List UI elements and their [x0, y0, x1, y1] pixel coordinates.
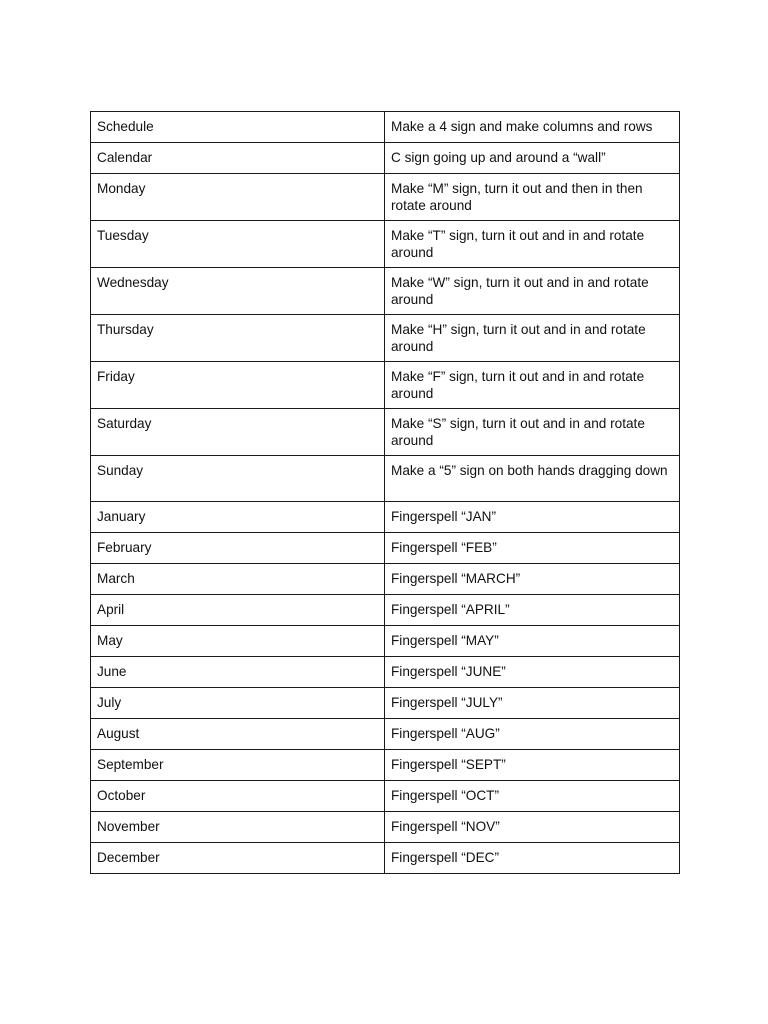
description-cell: Make “F” sign, turn it out and in and rotate around — [385, 362, 680, 409]
word-cell: October — [91, 781, 385, 812]
description-cell: Make “H” sign, turn it out and in and rotate around — [385, 315, 680, 362]
description-cell: Fingerspell “JAN” — [385, 502, 680, 533]
description-cell: Make “M” sign, turn it out and then in then rotate around — [385, 174, 680, 221]
description-cell: Fingerspell “SEPT” — [385, 750, 680, 781]
table-body — [91, 112, 680, 874]
table-row — [91, 315, 680, 362]
description-cell: Make “W” sign, turn it out and in and rotate around — [385, 268, 680, 315]
word-cell: August — [91, 719, 385, 750]
word-cell: November — [91, 812, 385, 843]
word-cell: Calendar — [91, 143, 385, 174]
word-cell: Saturday — [91, 409, 385, 456]
word-cell: April — [91, 595, 385, 626]
description-cell: Fingerspell “FEB” — [385, 533, 680, 564]
table-row — [91, 781, 680, 812]
word-cell: June — [91, 657, 385, 688]
description-cell: Fingerspell “AUG” — [385, 719, 680, 750]
sign-language-table — [90, 111, 680, 874]
description-cell: Fingerspell “JULY” — [385, 688, 680, 719]
description-cell: Fingerspell “JUNE” — [385, 657, 680, 688]
table-row — [91, 812, 680, 843]
description-cell: Fingerspell “MARCH” — [385, 564, 680, 595]
word-cell: March — [91, 564, 385, 595]
table-row — [91, 502, 680, 533]
word-cell: Wednesday — [91, 268, 385, 315]
table-row — [91, 409, 680, 456]
table-row — [91, 564, 680, 595]
description-cell: Fingerspell “OCT” — [385, 781, 680, 812]
table-row — [91, 626, 680, 657]
description-cell: Fingerspell “APRIL” — [385, 595, 680, 626]
word-cell: Thursday — [91, 315, 385, 362]
word-cell: July — [91, 688, 385, 719]
table-row — [91, 268, 680, 315]
word-cell: September — [91, 750, 385, 781]
word-cell: January — [91, 502, 385, 533]
table-row — [91, 657, 680, 688]
table-row — [91, 174, 680, 221]
table-row — [91, 112, 680, 143]
word-cell: Sunday — [91, 456, 385, 502]
word-cell: December — [91, 843, 385, 874]
description-cell: Make a “5” sign on both hands dragging down — [385, 456, 680, 502]
description-cell: Make “S” sign, turn it out and in and rotate around — [385, 409, 680, 456]
word-cell: Schedule — [91, 112, 385, 143]
table-row — [91, 688, 680, 719]
description-cell: Fingerspell “MAY” — [385, 626, 680, 657]
word-cell: Tuesday — [91, 221, 385, 268]
description-cell: C sign going up and around a “wall” — [385, 143, 680, 174]
table-row — [91, 362, 680, 409]
description-cell: Make “T” sign, turn it out and in and rotate around — [385, 221, 680, 268]
description-cell: Fingerspell “DEC” — [385, 843, 680, 874]
table-row — [91, 719, 680, 750]
table-row — [91, 143, 680, 174]
word-cell: February — [91, 533, 385, 564]
word-cell: Monday — [91, 174, 385, 221]
word-cell: Friday — [91, 362, 385, 409]
table-row — [91, 533, 680, 564]
table-row — [91, 843, 680, 874]
description-cell: Make a 4 sign and make columns and rows — [385, 112, 680, 143]
description-cell: Fingerspell “NOV” — [385, 812, 680, 843]
table-row — [91, 750, 680, 781]
word-cell: May — [91, 626, 385, 657]
table-row — [91, 595, 680, 626]
table-row — [91, 456, 680, 502]
table-row — [91, 221, 680, 268]
